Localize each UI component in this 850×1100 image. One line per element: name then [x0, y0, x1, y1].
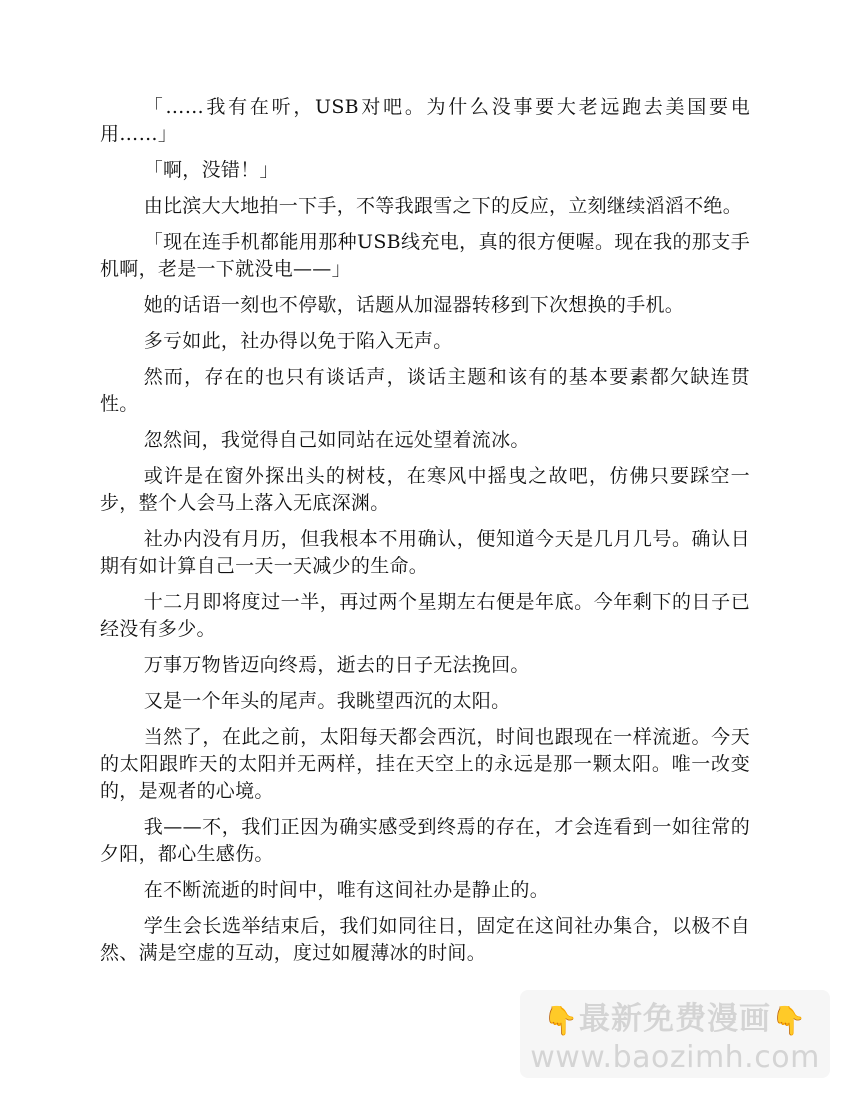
paragraph: 然而，存在的也只有谈话声，谈话主题和该有的基本要素都欠缺连贯性。 — [100, 366, 750, 415]
paragraph: 或许是在窗外探出头的树枝，在寒风中摇曳之故吧，仿佛只要踩空一步，整个人会马上落入无底深渊。 — [100, 465, 750, 514]
paragraph: 当然了，在此之前，太阳每天都会西沉，时间也跟现在一样流逝。今天的太阳跟昨天的太阳并无两样，挂在天空上的永远是那一颗太阳。唯一改变的，是观者的心境。 — [100, 726, 750, 802]
document-body — [100, 94, 750, 976]
paragraph: 多亏如此，社办得以免于陷入无声。 — [143, 330, 453, 352]
paragraph: 「啊，没错！」 — [143, 159, 279, 181]
pointing-down-icon: 👇 — [771, 1004, 807, 1037]
paragraph: 又是一个年头的尾声。我眺望西沉的太阳。 — [143, 690, 511, 712]
watermark-title: 最新免费漫画 — [579, 1001, 771, 1037]
paragraph: 由比滨大大地拍一下手，不等我跟雪之下的反应，立刻继续滔滔不绝。 — [143, 195, 742, 217]
paragraph: 我——不，我们正因为确实感受到终焉的存在，才会连看到一如往常的夕阳，都心生感伤。 — [100, 816, 750, 865]
paragraph: 「现在连手机都能用那种USB线充电，真的很方便喔。现在我的那支手机啊，老是一下就没电——」 — [100, 231, 750, 280]
paragraph: 忽然间，我觉得自己如同站在远处望着流冰。 — [143, 429, 530, 451]
paragraph: 她的话语一刻也不停歇，话题从加湿器转移到下次想换的手机。 — [143, 294, 685, 316]
watermark — [520, 990, 830, 1078]
paragraph: 万事万物皆迈向终焉，逝去的日子无法挽回。 — [143, 654, 530, 676]
paragraph: 学生会长选举结束后，我们如同往日，固定在这间社办集合，以极不自然、满是空虚的互动，度过如履薄冰的时间。 — [100, 915, 750, 964]
paragraph: 「……我有在听，USB对吧。为什么没事要大老远跑去美国要电用……」 — [100, 96, 750, 145]
paragraph: 十二月即将度过一半，再过两个星期左右便是年底。今年剩下的日子已经没有多少。 — [100, 591, 750, 640]
paragraph: 在不断流逝的时间中，唯有这间社办是静止的。 — [143, 879, 549, 901]
pointing-down-icon: 👇 — [543, 1004, 579, 1037]
paragraph: 社办内没有月历，但我根本不用确认，便知道今天是几月几号。确认日期有如计算自己一天一天减少的生命。 — [100, 528, 750, 577]
watermark-title-row — [520, 1000, 830, 1040]
watermark-url: www.baozimh.com — [530, 1040, 820, 1075]
